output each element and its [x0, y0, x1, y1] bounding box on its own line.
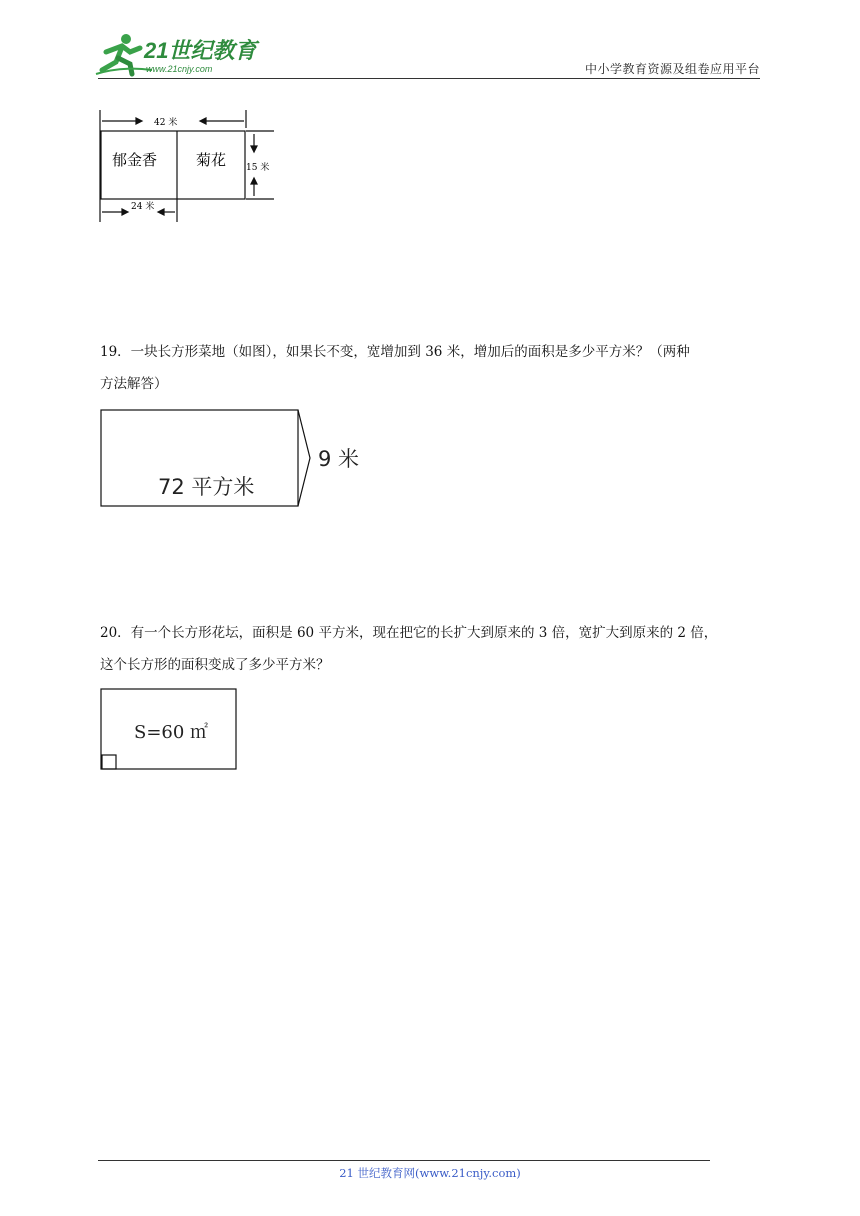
question-19	[100, 336, 760, 400]
flower-bed-area-label: S=60 ㎡	[134, 722, 209, 743]
right-dimension-label: 15 米	[246, 163, 270, 173]
tulip-label: 郁金香	[112, 151, 158, 169]
header-divider	[98, 78, 760, 79]
logo-text: 21世纪教育	[144, 38, 257, 63]
brace-mark	[298, 410, 310, 506]
site-logo	[92, 30, 262, 78]
top-dimension-label: 42 米	[154, 118, 178, 128]
flowerbed-figure	[96, 108, 286, 226]
question-19-line-1: 19．一块长方形菜地（如图），如果长不变，宽增加到 36 米，增加后的面积是多少平方米？（两种	[100, 344, 690, 360]
footer-link[interactable]: 21 世纪教育网(www.21cnjy.com)	[339, 1166, 521, 1180]
area-label: 72 平方米	[158, 475, 255, 499]
header-title: 中小学教育资源及组卷应用平台	[584, 62, 760, 76]
logo-url: www.21cnjy.com	[146, 64, 213, 74]
bottom-dimension-label: 24 米	[131, 202, 155, 212]
width-label: 9 米	[318, 447, 360, 471]
footer-divider	[98, 1160, 710, 1161]
question-20-line-1: 20．有一个长方形花坛，面积是 60 平方米，现在把它的长扩大到原来的 3 倍，宽扩大到原来的 2 倍，	[100, 625, 718, 641]
question-20	[100, 617, 760, 681]
question-19-line-2: 方法解答）	[100, 376, 168, 392]
flower-bed-figure	[98, 686, 240, 774]
chrysanthemum-label: 菊花	[196, 151, 227, 169]
right-angle-mark	[102, 755, 116, 769]
question-20-line-2: 这个长方形的面积变成了多少平方米？	[100, 657, 330, 673]
vegetable-field-figure	[98, 406, 368, 512]
